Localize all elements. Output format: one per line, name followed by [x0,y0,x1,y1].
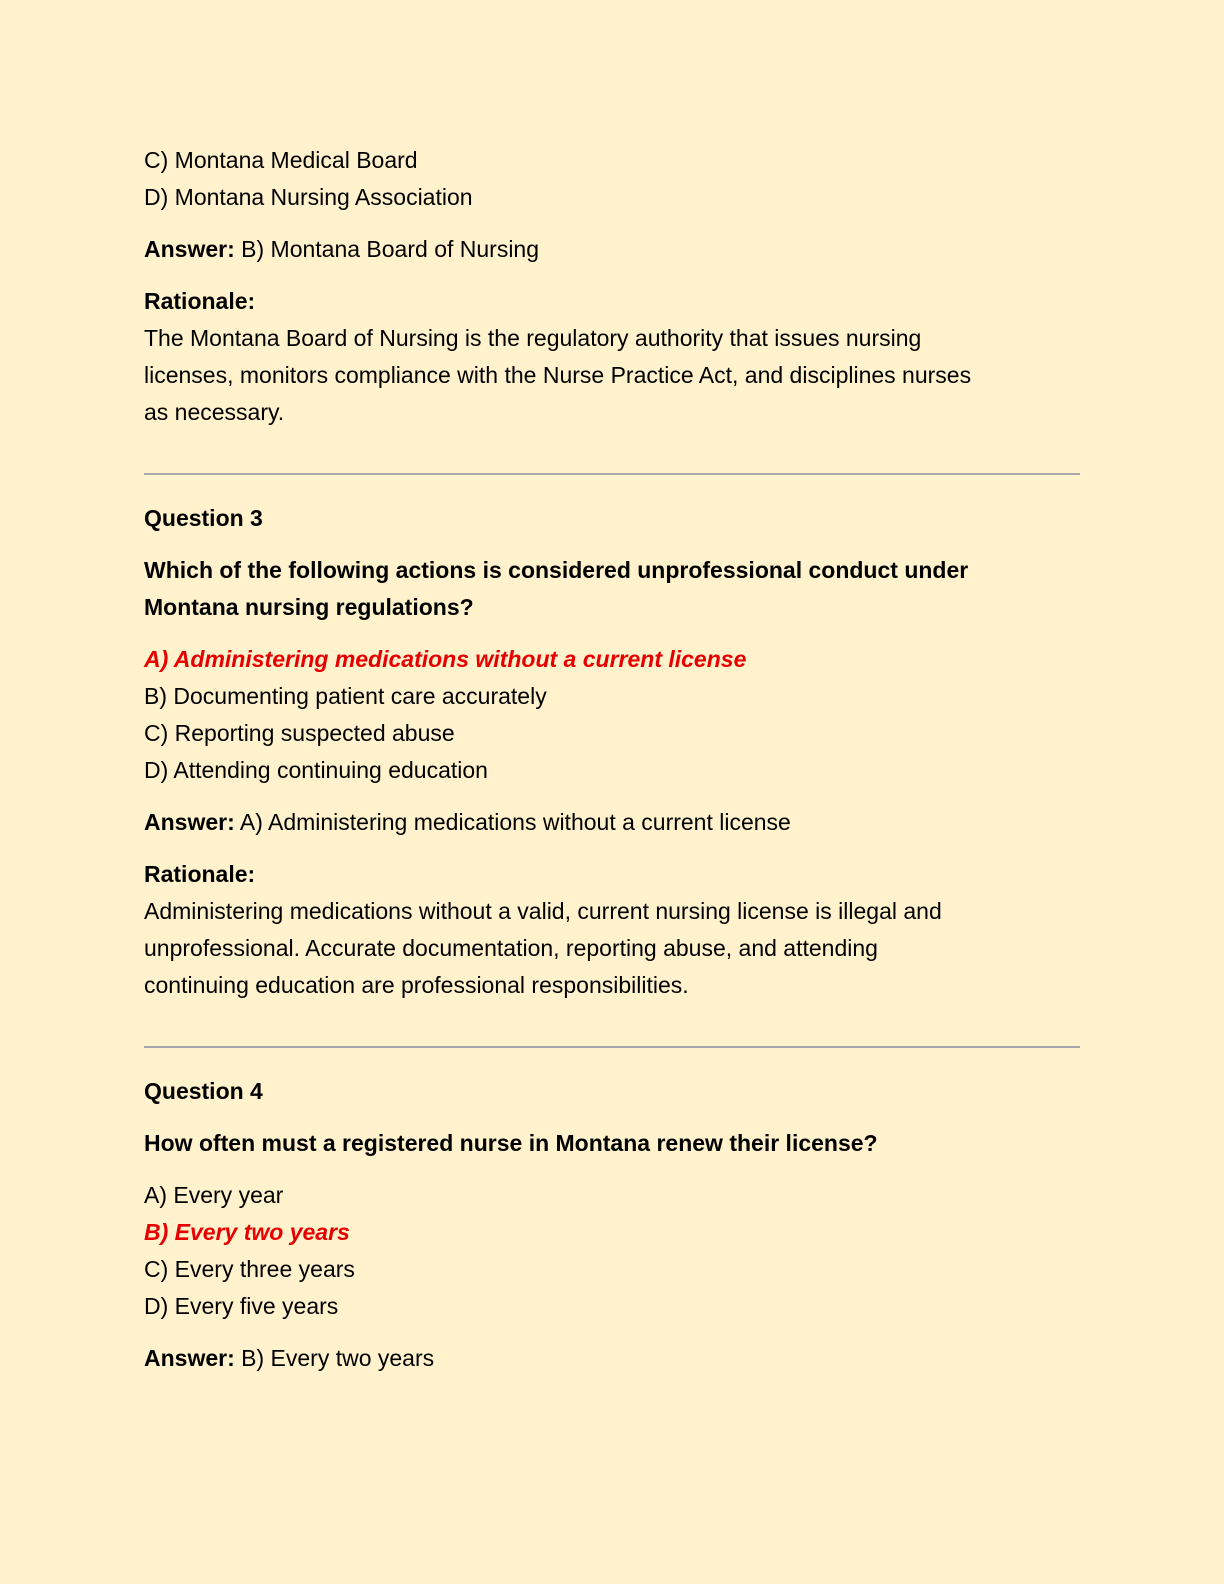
option-correct: A) Administering medications without a current license [144,646,747,672]
question-title: Question 4 [144,1078,263,1104]
rationale-line: The Montana Board of Nursing is the regulatory authority that issues nursing [144,325,922,351]
option: A) Every year [144,1182,284,1208]
rationale-line: unprofessional. Accurate documentation, reporting abuse, and attending [144,935,878,961]
answer-text: B) Montana Board of Nursing [234,236,540,262]
answer-line [144,231,1080,268]
rationale-label: Rationale: [144,861,256,887]
question-text: Which of the following actions is considered unprofessional conduct under [144,557,969,583]
option: B) Documenting patient care accurately [144,683,547,709]
answer-line [144,804,1080,841]
answer-label: Answer: [144,236,235,262]
rationale-label: Rationale: [144,288,256,314]
rationale-line: licenses, monitors compliance with the Nurse Practice Act, and disciplines nurses [144,362,972,388]
document-page [144,142,1080,1377]
option: C) Reporting suspected abuse [144,720,455,746]
question-3-section [144,500,1080,1004]
answer-text: B) Every two years [234,1345,435,1371]
answer-label: Answer: [144,809,235,835]
option-correct: B) Every two years [144,1219,350,1245]
answer-text: A) Administering medications without a current license [234,809,791,835]
question-text: Montana nursing regulations? [144,594,474,620]
question-2-section [144,142,1080,431]
rationale-line: as necessary. [144,399,285,425]
option: D) Every five years [144,1293,339,1319]
question-4-section [144,1073,1080,1377]
option: C) Every three years [144,1256,355,1282]
option: D) Attending continuing education [144,757,488,783]
option: C) Montana Medical Board [144,147,418,173]
rationale-line: continuing education are professional responsibilities. [144,972,689,998]
answer-label: Answer: [144,1345,235,1371]
rationale-line: Administering medications without a valid, current nursing license is illegal and [144,898,942,924]
question-text: How often must a registered nurse in Montana renew their license? [144,1130,878,1156]
question-title: Question 3 [144,505,263,531]
answer-line [144,1340,1080,1377]
option: D) Montana Nursing Association [144,184,473,210]
